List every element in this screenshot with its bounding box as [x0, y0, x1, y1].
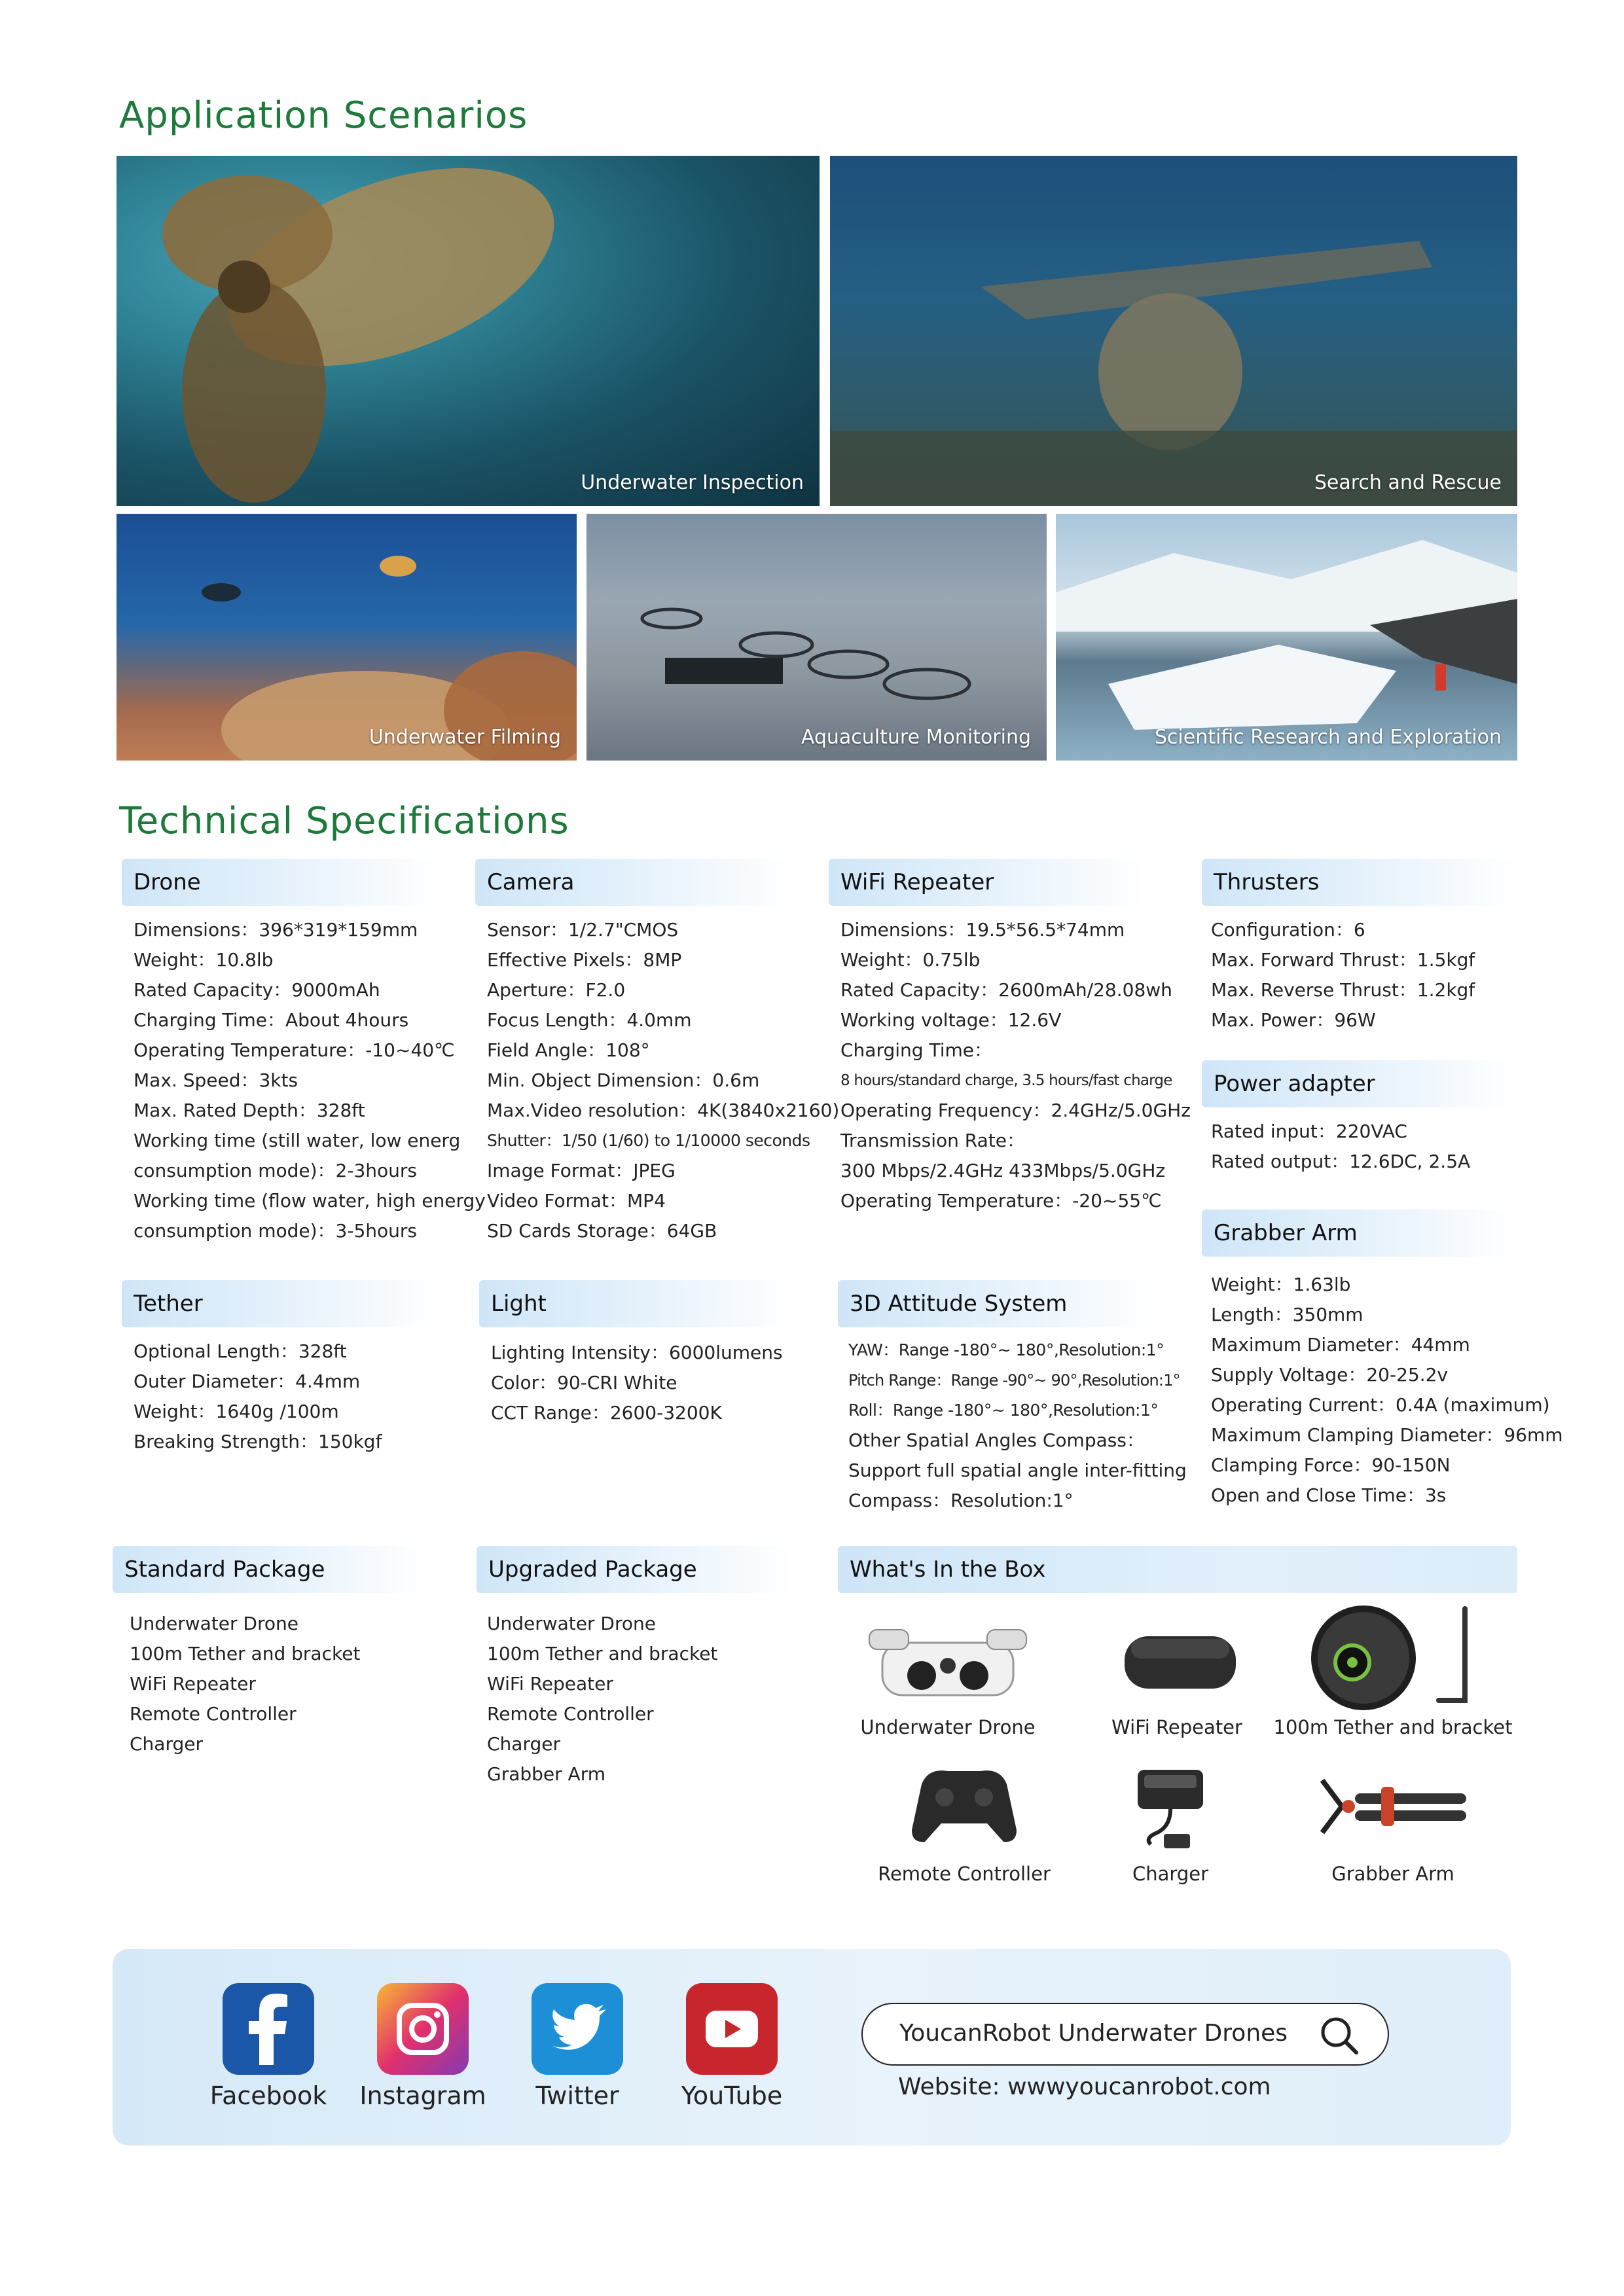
spec-line: Working voltage：12.6V — [840, 1009, 1062, 1031]
package-item: Underwater Drone — [487, 1613, 656, 1634]
spec-line: Working time (still water, low energ — [134, 1130, 461, 1151]
coral-reef-graphic — [117, 514, 577, 761]
search-text: YoucanRobot Underwater Drones — [899, 2020, 1288, 2047]
grabber-header: Grabber Arm — [1202, 1210, 1517, 1257]
section-title-application: Application Scenarios — [119, 94, 528, 137]
spec-line: Sensor：1/2.7"CMOS — [487, 919, 679, 941]
package-item: Remote Controller — [130, 1703, 297, 1725]
light-specs — [491, 1338, 783, 1428]
propeller-graphic — [117, 156, 820, 506]
wifi-header: WiFi Repeater — [829, 859, 1146, 906]
spec-line: Compass：Resolution:1° — [848, 1490, 1074, 1511]
photo-aquaculture — [586, 514, 1047, 761]
spec-line: CCT Range：2600-3200K — [491, 1402, 722, 1424]
spec-line: Rated Capacity：2600mAh/28.08wh — [840, 979, 1172, 1001]
spec-line: Image Format：JPEG — [487, 1160, 676, 1181]
spec-line: Breaking Strength：150kgf — [134, 1431, 382, 1452]
spec-line: Support full spatial angle inter-fitting — [848, 1460, 1187, 1481]
spec-line: Max. Power：96W — [1211, 1009, 1376, 1031]
spec-line: Other Spatial Angles Compass： — [848, 1429, 1145, 1451]
spec-line: Clamping Force：90-150N — [1211, 1454, 1451, 1476]
search-bar[interactable] — [861, 2003, 1389, 2066]
light-header: Light — [479, 1280, 796, 1327]
youtube-label[interactable]: YouTube — [681, 2081, 783, 2110]
standard-package-list — [130, 1609, 360, 1759]
spec-line: Supply Voltage：20-25.2v — [1211, 1364, 1448, 1386]
spec-line: Lighting Intensity：6000lumens — [491, 1342, 783, 1363]
charger-icon — [1125, 1761, 1216, 1852]
drone-header: Drone — [122, 859, 439, 906]
spec-line: Charging Time：About 4hours — [134, 1009, 409, 1031]
attitude-specs — [848, 1335, 1187, 1516]
gamepad-icon — [909, 1758, 1020, 1850]
spec-line: Working time (flow water, high energy — [134, 1190, 486, 1211]
plane-wreck-graphic — [830, 156, 1517, 506]
spec-line: Max. Reverse Thrust：1.2kgf — [1211, 979, 1475, 1001]
spec-line: 300 Mbps/2.4GHz 433Mbps/5.0GHz — [840, 1160, 1166, 1181]
spec-line: Maximum Clamping Diameter：96mm — [1211, 1424, 1563, 1446]
spec-line: 8 hours/standard charge, 3.5 hours/fast charge — [840, 1072, 1172, 1089]
spec-line: Shutter：1/50 (1/60) to 1/10000 seconds — [487, 1131, 810, 1150]
fish-farm-graphic — [586, 514, 1047, 761]
spec-line: Transmission Rate： — [840, 1130, 1025, 1151]
upgraded-package-list — [487, 1609, 717, 1789]
box-item-grabber-label: Grabber Arm — [1331, 1863, 1454, 1885]
thrusters-header: Thrusters — [1202, 859, 1517, 906]
caption-search-rescue: Search and Rescue — [1314, 471, 1502, 494]
spec-line: Dimensions：19.5*56.5*74mm — [840, 919, 1125, 941]
facebook-icon[interactable] — [223, 1983, 314, 2075]
box-item-tether-label: 100m Tether and bracket — [1273, 1716, 1513, 1738]
youtube-icon[interactable] — [686, 1983, 778, 2075]
spec-line: Outer Diameter：4.4mm — [134, 1371, 361, 1392]
photo-underwater-filming — [117, 514, 577, 761]
box-item-controller-label: Remote Controller — [878, 1863, 1051, 1885]
spec-line: Optional Length：328ft — [134, 1340, 347, 1362]
whats-in-box-header: What's In the Box — [838, 1546, 1517, 1593]
box-item-charger-label: Charger — [1132, 1863, 1208, 1885]
spec-line: Operating Temperature：-20~55℃ — [840, 1190, 1162, 1211]
caption-scientific-research: Scientific Research and Exploration — [1154, 726, 1502, 749]
tether-header: Tether — [122, 1280, 439, 1327]
facebook-label[interactable]: Facebook — [209, 2081, 327, 2110]
caption-underwater-filming: Underwater Filming — [369, 726, 561, 749]
spec-line: Max. Speed：3kts — [134, 1069, 298, 1091]
power-specs — [1211, 1117, 1470, 1177]
standard-package-header: Standard Package — [113, 1546, 429, 1593]
attitude-header: 3D Attitude System — [838, 1280, 1155, 1327]
spec-line: Rated output：12.6DC, 2.5A — [1211, 1151, 1471, 1172]
spec-line: Configuration：6 — [1211, 919, 1365, 941]
package-item: Grabber Arm — [487, 1763, 606, 1785]
spec-line: Operating Frequency：2.4GHz/5.0GHz — [840, 1100, 1191, 1121]
twitter-icon[interactable] — [532, 1983, 623, 2075]
spec-line: Weight：10.8lb — [134, 949, 274, 971]
spec-line: Pitch Range：Range -90°~ 90°,Resolution:1° — [848, 1371, 1180, 1390]
search-icon[interactable] — [1318, 2015, 1360, 2056]
spec-line: Rated Capacity：9000mAh — [134, 979, 380, 1001]
package-item: WiFi Repeater — [487, 1673, 613, 1695]
upgraded-package-header: Upgraded Package — [477, 1546, 793, 1593]
iceberg-graphic — [1056, 514, 1517, 761]
spec-line: Video Format：MP4 — [487, 1190, 666, 1211]
photo-underwater-inspection — [117, 156, 820, 506]
wifi-specs — [840, 915, 1191, 1216]
spec-line: Weight：1.63lb — [1211, 1274, 1351, 1295]
package-item: Charger — [487, 1733, 560, 1755]
spec-line: YAW：Range -180°~ 180°,Resolution:1° — [848, 1340, 1164, 1359]
package-item: WiFi Repeater — [130, 1673, 256, 1695]
camera-specs — [487, 915, 839, 1246]
package-item: 100m Tether and bracket — [487, 1643, 718, 1664]
drone-specs — [134, 915, 486, 1246]
photo-search-rescue — [830, 156, 1517, 506]
spec-line: Min. Object Dimension：0.6m — [487, 1069, 760, 1091]
spec-line: Max. Forward Thrust：1.5kgf — [1211, 949, 1475, 971]
box-item-wifi-label: WiFi Repeater — [1111, 1716, 1242, 1738]
spec-line: Length：350mm — [1211, 1304, 1363, 1325]
tether-reel-icon — [1308, 1602, 1491, 1713]
spec-line: consumption mode)：3-5hours — [134, 1220, 417, 1242]
package-item: Underwater Drone — [130, 1613, 298, 1634]
twitter-label[interactable]: Twitter — [535, 2081, 619, 2110]
spec-line: Weight：1640g /100m — [134, 1401, 339, 1422]
spec-line: SD Cards Storage：64GB — [487, 1220, 717, 1242]
caption-aquaculture: Aquaculture Monitoring — [801, 726, 1031, 749]
wifi-repeater-icon — [1111, 1617, 1242, 1702]
spec-line: Dimensions：396*319*159mm — [134, 919, 418, 941]
spec-line: Maximum Diameter：44mm — [1211, 1334, 1470, 1355]
drone-icon — [863, 1604, 1033, 1721]
package-item: 100m Tether and bracket — [130, 1643, 361, 1664]
spec-line: Focus Length：4.0mm — [487, 1009, 692, 1031]
section-title-technical: Technical Specifications — [119, 800, 569, 842]
spec-line: consumption mode)：2-3hours — [134, 1160, 417, 1181]
spec-line: Roll：Range -180°~ 180°,Resolution:1° — [848, 1401, 1159, 1420]
spec-line: Aperture：F2.0 — [487, 979, 626, 1001]
package-item: Charger — [130, 1733, 203, 1755]
camera-header: Camera — [475, 859, 792, 906]
caption-underwater-inspection: Underwater Inspection — [581, 471, 804, 494]
grabber-arm-icon — [1316, 1767, 1473, 1846]
website-text[interactable]: Website: wwwyoucanrobot.com — [898, 2073, 1271, 2100]
spec-line: Operating Current：0.4A (maximum) — [1211, 1394, 1550, 1416]
power-header: Power adapter — [1202, 1060, 1517, 1107]
instagram-label[interactable]: Instagram — [359, 2081, 486, 2110]
spec-line: Rated input：220VAC — [1211, 1121, 1407, 1142]
spec-line: Field Angle：108° — [487, 1039, 650, 1061]
tether-specs — [134, 1336, 382, 1457]
spec-line: Max.Video resolution：4K(3840x2160) — [487, 1100, 840, 1121]
instagram-icon[interactable] — [377, 1983, 469, 2075]
grabber-specs — [1211, 1270, 1563, 1511]
spec-line: Operating Temperature：-10~40℃ — [134, 1039, 455, 1061]
spec-line: Open and Close Time：3s — [1211, 1484, 1447, 1506]
spec-line: Charging Time： — [840, 1039, 992, 1061]
spec-line: Effective Pixels：8MP — [487, 949, 682, 971]
box-item-drone-label: Underwater Drone — [860, 1716, 1036, 1738]
spec-line: Color：90-CRI White — [491, 1372, 677, 1393]
thrusters-specs — [1211, 915, 1475, 1035]
photo-scientific-research — [1056, 514, 1517, 761]
spec-line: Weight：0.75lb — [840, 949, 981, 971]
package-item: Remote Controller — [487, 1703, 654, 1725]
spec-line: Max. Rated Depth：328ft — [134, 1100, 365, 1121]
